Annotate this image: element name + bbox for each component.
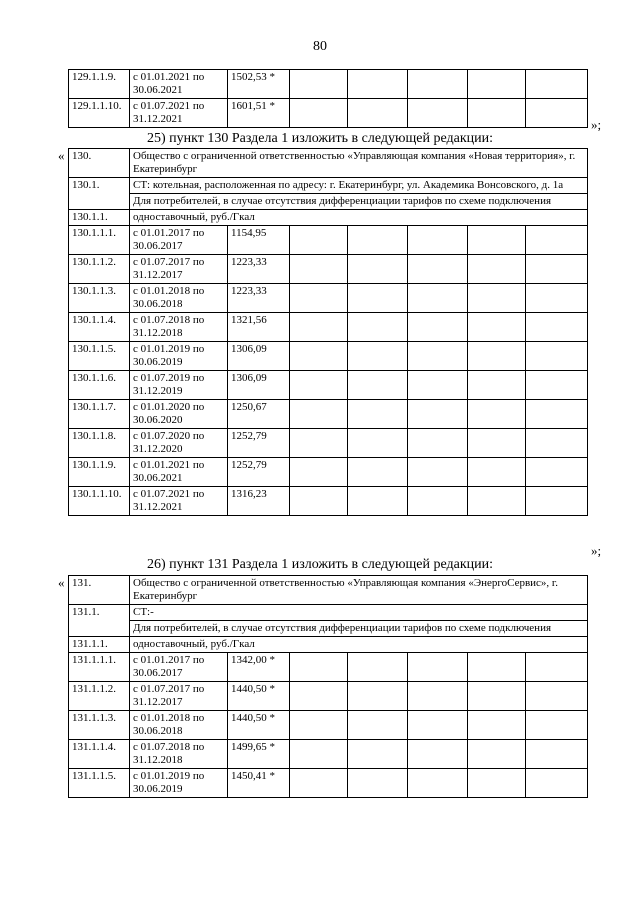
row-period: с 01.01.2020 по 30.06.2020: [130, 400, 228, 429]
st-text: СТ: котельная, расположенная по адресу: г. Екатеринбург, ул. Академика Вонсовского, д. 1а: [130, 178, 588, 194]
tariff-table-129: [68, 69, 588, 128]
empty-cell: [468, 99, 526, 128]
empty-cell: [468, 711, 526, 740]
tariff-table-130: [68, 148, 588, 516]
empty-cell: [348, 313, 408, 342]
table-row: [69, 99, 588, 128]
empty-cell: [408, 682, 468, 711]
row-period: с 01.01.2017 по 30.06.2017: [130, 226, 228, 255]
empty-cell: [526, 226, 588, 255]
row-number: 130.1.1.3.: [69, 284, 130, 313]
empty-cell: [290, 284, 348, 313]
st-num: 131.1.: [69, 605, 130, 637]
row-value: 1252,79: [228, 429, 290, 458]
empty-cell: [408, 371, 468, 400]
tariff-table-131: [68, 575, 588, 798]
empty-cell: [348, 682, 408, 711]
empty-cell: [408, 400, 468, 429]
empty-cell: [290, 99, 348, 128]
row-period: с 01.07.2018 по 31.12.2018: [130, 740, 228, 769]
empty-cell: [408, 653, 468, 682]
org-num: 130.: [69, 149, 130, 178]
table-row: [69, 400, 588, 429]
empty-cell: [526, 342, 588, 371]
table-row: [69, 458, 588, 487]
empty-cell: [290, 769, 348, 798]
empty-cell: [526, 255, 588, 284]
empty-cell: [348, 371, 408, 400]
row-number: 131.1.1.4.: [69, 740, 130, 769]
empty-cell: [290, 226, 348, 255]
table-row: [69, 371, 588, 400]
row-value: 1440,50 *: [228, 682, 290, 711]
row-value: 1223,33: [228, 284, 290, 313]
table-row: [69, 70, 588, 99]
row-period: с 01.01.2018 по 30.06.2018: [130, 711, 228, 740]
table-row: [69, 740, 588, 769]
empty-cell: [290, 653, 348, 682]
empty-cell: [526, 740, 588, 769]
row-number: 130.1.1.6.: [69, 371, 130, 400]
rate-num: 131.1.1.: [69, 637, 130, 653]
empty-cell: [526, 769, 588, 798]
empty-cell: [290, 429, 348, 458]
row-period: с 01.01.2019 по 30.06.2019: [130, 769, 228, 798]
empty-cell: [348, 342, 408, 371]
empty-cell: [348, 255, 408, 284]
empty-cell: [348, 740, 408, 769]
section-25-heading: 25) пункт 130 Раздела 1 изложить в следующей редакции:: [147, 131, 493, 146]
row-value: 1306,09: [228, 342, 290, 371]
empty-cell: [408, 458, 468, 487]
row-value: 1450,41 *: [228, 769, 290, 798]
row-period: с 01.01.2019 по 30.06.2019: [130, 342, 228, 371]
empty-cell: [290, 255, 348, 284]
row-value: 1502,53 *: [228, 70, 290, 99]
empty-cell: [348, 769, 408, 798]
table-row: [69, 284, 588, 313]
table-row: [69, 653, 588, 682]
empty-cell: [348, 653, 408, 682]
row-number: 131.1.1.5.: [69, 769, 130, 798]
empty-cell: [468, 284, 526, 313]
empty-cell: [526, 371, 588, 400]
row-number: 130.1.1.8.: [69, 429, 130, 458]
empty-cell: [290, 313, 348, 342]
empty-cell: [408, 487, 468, 516]
empty-cell: [408, 342, 468, 371]
row-period: с 01.07.2019 по 31.12.2019: [130, 371, 228, 400]
row-period: с 01.07.2021 по 31.12.2021: [130, 99, 228, 128]
org-name: Общество с ограниченной ответственностью «Управляющая компания «ЭнергоСервис», г. Екатеринбург: [130, 576, 588, 605]
rate-text: одноставочный, руб./Гкал: [130, 637, 588, 653]
table-row: [69, 769, 588, 798]
empty-cell: [408, 769, 468, 798]
row-value: 1440,50 *: [228, 711, 290, 740]
empty-cell: [468, 371, 526, 400]
empty-cell: [468, 313, 526, 342]
table-row: [69, 226, 588, 255]
row-value: 1252,79: [228, 458, 290, 487]
empty-cell: [526, 99, 588, 128]
org-name: Общество с ограниченной ответственностью «Управляющая компания «Новая территория», г. Екатеринбург: [130, 149, 588, 178]
empty-cell: [526, 653, 588, 682]
table-row: [69, 487, 588, 516]
empty-cell: [348, 711, 408, 740]
row-value: 1306,09: [228, 371, 290, 400]
empty-cell: [468, 342, 526, 371]
rate-text: одноставочный, руб./Гкал: [130, 210, 588, 226]
empty-cell: [290, 371, 348, 400]
empty-cell: [408, 99, 468, 128]
empty-cell: [468, 429, 526, 458]
empty-cell: [468, 70, 526, 99]
empty-cell: [408, 226, 468, 255]
empty-cell: [526, 70, 588, 99]
empty-cell: [468, 740, 526, 769]
table-row: [69, 342, 588, 371]
org-num: 131.: [69, 576, 130, 605]
row-period: с 01.07.2020 по 31.12.2020: [130, 429, 228, 458]
empty-cell: [290, 740, 348, 769]
row-number: 130.1.1.2.: [69, 255, 130, 284]
empty-cell: [290, 342, 348, 371]
empty-cell: [408, 711, 468, 740]
st-num: 130.1.: [69, 178, 130, 210]
empty-cell: [468, 400, 526, 429]
empty-cell: [526, 429, 588, 458]
empty-cell: [408, 255, 468, 284]
empty-cell: [526, 284, 588, 313]
row-value: 1342,00 *: [228, 653, 290, 682]
row-period: с 01.07.2018 по 31.12.2018: [130, 313, 228, 342]
row-period: с 01.01.2017 по 30.06.2017: [130, 653, 228, 682]
empty-cell: [526, 458, 588, 487]
open-quote-25: «: [58, 148, 65, 163]
empty-cell: [290, 400, 348, 429]
row-number: 129.1.1.9.: [69, 70, 130, 99]
empty-cell: [290, 487, 348, 516]
row-period: с 01.07.2021 по 31.12.2021: [130, 487, 228, 516]
empty-cell: [348, 400, 408, 429]
row-number: 131.1.1.3.: [69, 711, 130, 740]
page-number: 80: [313, 39, 327, 54]
row-number: 129.1.1.10.: [69, 99, 130, 128]
row-value: 1154,95: [228, 226, 290, 255]
consumers-row-130: [69, 194, 588, 210]
empty-cell: [348, 226, 408, 255]
row-number: 130.1.1.1.: [69, 226, 130, 255]
empty-cell: [468, 226, 526, 255]
empty-cell: [408, 313, 468, 342]
rate-row-131: [69, 637, 588, 653]
open-quote-26: «: [58, 575, 65, 590]
consumers-text: Для потребителей, в случае отсутствия дифференциации тарифов по схеме подключения: [130, 621, 588, 637]
st-text: СТ:-: [130, 605, 588, 621]
row-value: 1499,65 *: [228, 740, 290, 769]
empty-cell: [290, 70, 348, 99]
consumers-row-131: [69, 621, 588, 637]
empty-cell: [348, 487, 408, 516]
empty-cell: [468, 487, 526, 516]
org-row-130: [69, 149, 588, 178]
rate-num: 130.1.1.: [69, 210, 130, 226]
empty-cell: [408, 70, 468, 99]
row-period: с 01.01.2018 по 30.06.2018: [130, 284, 228, 313]
row-period: с 01.07.2017 по 31.12.2017: [130, 682, 228, 711]
empty-cell: [290, 711, 348, 740]
table-row: [69, 711, 588, 740]
row-number: 130.1.1.10.: [69, 487, 130, 516]
consumers-text: Для потребителей, в случае отсутствия дифференциации тарифов по схеме подключения: [130, 194, 588, 210]
empty-cell: [348, 429, 408, 458]
st-row-131: [69, 605, 588, 621]
empty-cell: [526, 487, 588, 516]
row-value: 1601,51 *: [228, 99, 290, 128]
empty-cell: [290, 682, 348, 711]
row-value: 1321,56: [228, 313, 290, 342]
empty-cell: [408, 429, 468, 458]
empty-cell: [408, 284, 468, 313]
empty-cell: [348, 458, 408, 487]
close-mark-26: »;: [591, 543, 602, 558]
empty-cell: [348, 70, 408, 99]
table-row: [69, 682, 588, 711]
empty-cell: [468, 653, 526, 682]
row-period: с 01.01.2021 по 30.06.2021: [130, 70, 228, 99]
row-value: 1250,67: [228, 400, 290, 429]
empty-cell: [526, 682, 588, 711]
empty-cell: [348, 99, 408, 128]
org-row-131: [69, 576, 588, 605]
row-number: 130.1.1.4.: [69, 313, 130, 342]
row-number: 131.1.1.1.: [69, 653, 130, 682]
close-mark-25: »;: [591, 117, 602, 132]
row-period: с 01.01.2021 по 30.06.2021: [130, 458, 228, 487]
row-value: 1316,23: [228, 487, 290, 516]
row-number: 130.1.1.9.: [69, 458, 130, 487]
table-row: [69, 429, 588, 458]
empty-cell: [468, 255, 526, 284]
empty-cell: [526, 711, 588, 740]
empty-cell: [526, 400, 588, 429]
empty-cell: [290, 458, 348, 487]
table-row: [69, 255, 588, 284]
rate-row-130: [69, 210, 588, 226]
row-value: 1223,33: [228, 255, 290, 284]
table-row: [69, 313, 588, 342]
section-26-heading: 26) пункт 131 Раздела 1 изложить в следующей редакции:: [147, 557, 493, 572]
empty-cell: [468, 682, 526, 711]
row-period: с 01.07.2017 по 31.12.2017: [130, 255, 228, 284]
empty-cell: [468, 769, 526, 798]
empty-cell: [468, 458, 526, 487]
empty-cell: [348, 284, 408, 313]
row-number: 131.1.1.2.: [69, 682, 130, 711]
st-row-130: [69, 178, 588, 194]
row-number: 130.1.1.7.: [69, 400, 130, 429]
empty-cell: [526, 313, 588, 342]
row-number: 130.1.1.5.: [69, 342, 130, 371]
empty-cell: [408, 740, 468, 769]
